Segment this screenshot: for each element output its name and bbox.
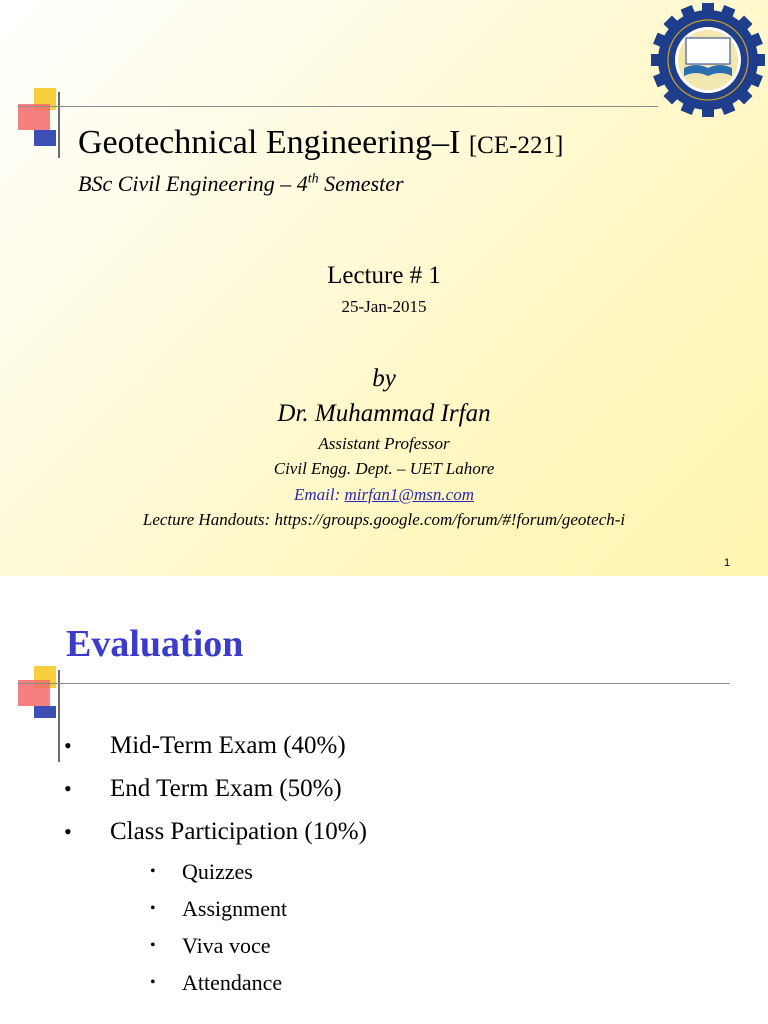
evaluation-list [64,724,367,1001]
author-name: Dr. Muhammad Irfan [277,400,491,427]
course-title [78,124,563,162]
list-item-text: Class Participation (10%) [110,818,367,845]
email-label: Email: [294,485,345,504]
university-logo [650,2,766,118]
course-title-text: Geotechnical Engineering–I [78,124,461,161]
lecture-number: Lecture # 1 [327,262,441,289]
subtitle-prefix: BSc Civil Engineering – 4 [78,171,308,196]
author-department: Civil Engg. Dept. – UET Lahore [273,459,495,478]
by-label: by [372,365,396,392]
email-link[interactable]: mirfan1@msn.com [344,485,474,504]
list-item [64,810,367,1001]
sub-list-item: • Assignment [150,890,367,927]
email-line [0,485,768,505]
lecture-date: 25-Jan-2015 [341,297,427,316]
sub-list-item: • Attendance [150,964,367,1001]
sub-list-item: • Quizzes [150,853,367,890]
page-number: 1 [724,557,731,569]
subtitle-superscript: th [307,171,319,187]
sub-list-item: • Viva voce [150,927,367,964]
list-item: • Mid-Term Exam (40%) [64,724,367,767]
course-code: [CE-221] [468,132,564,159]
handouts-line: Lecture Handouts: https://groups.google.com/forum/#!forum/geotech-i [142,510,626,529]
participation-sublist [110,853,367,1001]
evaluation-slide [0,576,768,1024]
slide-heading: Evaluation [66,623,244,665]
author-role: Assistant Professor [318,434,450,453]
subtitle-suffix: Semester [318,171,404,196]
list-item: • End Term Exam (50%) [64,767,367,810]
course-subtitle [78,171,404,197]
